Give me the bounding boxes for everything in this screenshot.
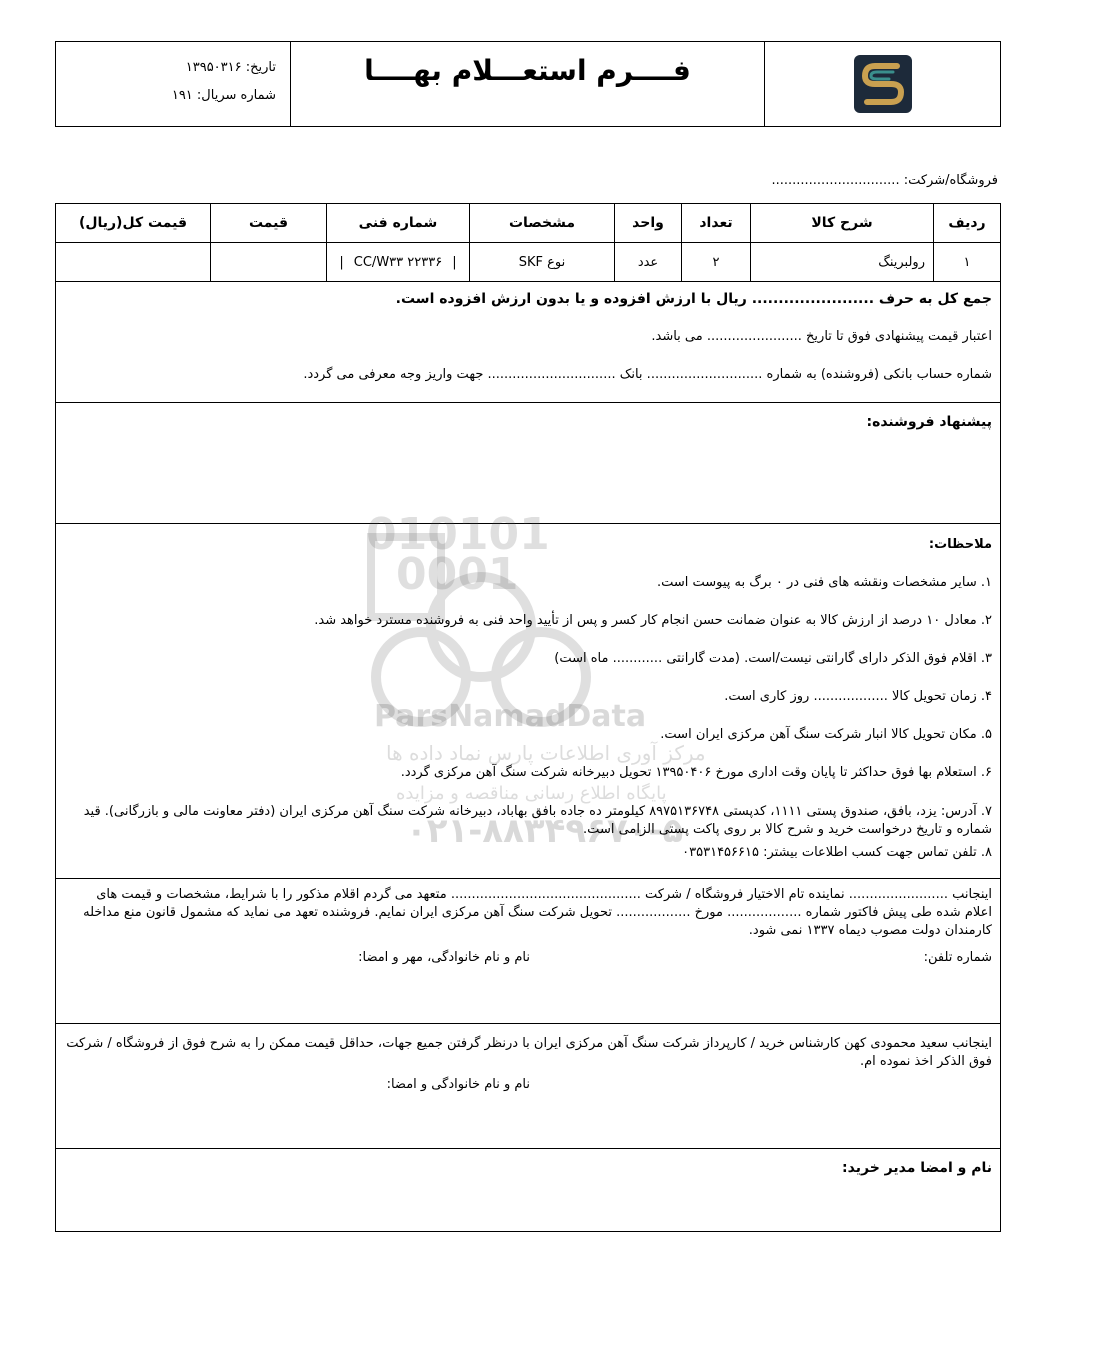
commitment-text: اینجانب ........................ نماینده تام الاختیار فروشگاه / شرکت .............................................. متعهد می گردم اقلام مذکور را با شرایط، مشخصات و قیمت های اعلام شده طی پیش فاکتور شماره .................. مورخ .................. تحویل شرکت سنگ آهن مرکزی ایران نمایم. فروشنده تعهد می نماید که مشمول قانون منع مداخله کارمندان دولت مصوب دیماه ۱۳۳۷ نمی شود. (83, 887, 992, 938)
header-description: شرح کالا (751, 204, 934, 243)
cell-specs: نوع SKF (470, 243, 615, 282)
notes-title: ملاحظات: (928, 537, 992, 552)
table-row (56, 243, 1001, 282)
logo-cell (764, 42, 1000, 126)
date-label: تاریخ: ۱۳۹۵۰۳۱۶ (185, 60, 276, 75)
summary-section (55, 279, 1001, 403)
header-row-number: ردیف (934, 204, 1001, 243)
cell-price (211, 243, 327, 282)
form-title: فــــرم استعـــلام بهــــا (364, 54, 691, 87)
note-item-4: ۴. زمان تحویل کالا .................. روز کاری است. (724, 689, 992, 704)
company-logo (853, 54, 913, 114)
header-tech-number: شماره فنی (327, 204, 470, 243)
note-item-6: ۶. استعلام بها فوق حداکثر تا پایان وقت اداری مورخ ۱۳۹۵۰۴۰۶ تحویل دبیرخانه شرکت سنگ آهن مرکزی گردد. (400, 765, 992, 780)
watermark-phone: ۰۲۱-۸۸۳۴۹۶۷۰-۵ (406, 811, 684, 851)
total-in-words: جمع کل به حرف ....................... ریال با ارزش افزوده و یا بدون ارزش افزوده است. (395, 291, 992, 307)
header-quantity: تعداد (682, 204, 751, 243)
expert-signature-label: نام و نام خانوادگی و امضا: (386, 1077, 530, 1092)
price-validity: اعتبار قیمت پیشنهادی فوق تا تاریخ ....................... می باشد. (651, 329, 992, 344)
seller-commitment-section (55, 878, 1001, 1024)
title-cell (290, 42, 764, 126)
watermark-digits: 010101 0001 (366, 509, 550, 600)
seller-signature-label: نام و نام خانوادگی، مهر و امضا: (358, 950, 530, 965)
purchase-manager-section (55, 1148, 1001, 1232)
note-item-7: ۷. آدرس: یزد، بافق، صندوق پستی ۱۱۱۱، کدپستی ۸۹۷۵۱۳۶۷۴۸ کیلومتر ده جاده بافق بهاباد، دبیرخانه شرکت سنگ آهن مرکزی ایران (دفتر معاونت مالی و بازرگانی). قید شماره و تاریخ درخواست خرید و شرح کالا بر روی پاکت پستی الزامی است. (83, 804, 992, 837)
seller-proposal-section (55, 402, 1001, 524)
note-item-2: ۲. معادل ۱۰ درصد از ارزش کالا به عنوان ضمانت حسن انجام کار کسر و پس از تأیید واحد فنی به فروشنده مسترد خواهد شد. (314, 613, 992, 628)
header-price: قیمت (211, 204, 327, 243)
cell-tech-number: |۲۲۳۳۶ CC/W۳۳| (327, 243, 470, 282)
note-item-1: ۱. سایر مشخصات ونقشه های فنی در ۰ برگ به پیوست است. (656, 575, 992, 590)
cell-description: رولبرینگ (751, 243, 934, 282)
phone-label: شماره تلفن: (923, 950, 992, 965)
serial-label: شماره سریال: ۱۹۱ (171, 88, 276, 103)
form-header (55, 41, 1001, 127)
note-item-5: ۵. مکان تحویل کالا انبار شرکت سنگ آهن مرکزی ایران است. (660, 727, 992, 742)
watermark-tagline-2: پایگاه اطلاع رسانی مناقصه و مزایده (396, 783, 667, 804)
watermark-brand: ParsNamadData (374, 699, 647, 734)
table-header-row (56, 204, 1001, 243)
watermark-tagline-1: مرکز آوری اطلاعات پارس نماد داده ها (386, 741, 706, 765)
note-item-3: ۳. اقلام فوق الذکر دارای گارانتی نیست/است. (مدت گارانتی ............ ماه است) (554, 651, 992, 666)
manager-signature-title: نام و امضا مدیر خرید: (842, 1160, 992, 1176)
notes-section (55, 509, 1001, 879)
shop-line: فروشگاه/شرکت: ............................... (771, 173, 998, 188)
cell-quantity: ۲ (682, 243, 751, 282)
header-specs: مشخصات (470, 204, 615, 243)
seller-proposal-title: پیشنهاد فروشنده: (866, 414, 992, 430)
bank-account: شماره حساب بانکی (فروشنده) به شماره ............................ بانک ............................... جهت واریز وجه معرفی می گردد. (303, 367, 992, 382)
cell-row-number: ۱ (934, 243, 1001, 282)
header-unit: واحد (615, 204, 682, 243)
cell-unit: عدد (615, 243, 682, 282)
note-item-8: ۸. تلفن تماس جهت کسب اطلاعات بیشتر: ۰۳۵۳۱۴۵۶۶۱۵ (682, 845, 992, 860)
purchase-expert-section (55, 1023, 1001, 1149)
header-total-price: قیمت کل(ریال) (56, 204, 211, 243)
meta-cell (56, 42, 290, 126)
items-table (55, 203, 1001, 282)
cell-total-price (56, 243, 211, 282)
expert-text: اینجانب سعید محمودی کهن کارشناس خرید / کارپرداز شرکت سنگ آهن مرکزی ایران با درنظر گرفتن جمیع جهات، حداقل قیمت ممکن را به شرح فوق از فروشگاه / شرکت فوق الذکر اخذ نموده ام. (66, 1036, 992, 1069)
